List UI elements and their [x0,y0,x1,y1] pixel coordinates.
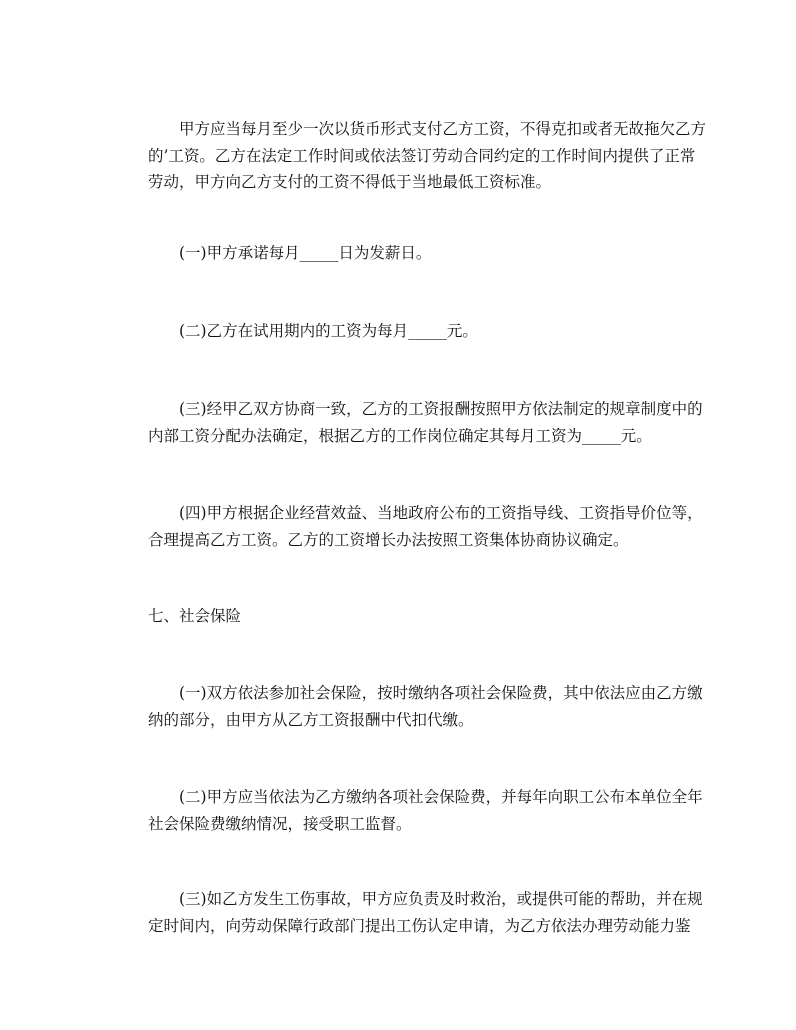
text-line: (三)经甲乙双方协商一致，乙方的工资报酬按照甲方依法制定的规章制度中的 [179,400,703,418]
text-line: 合理提高乙方工资。乙方的工资增长办法按照工资集体协商协议确定。 [148,530,629,549]
text-line: 内部工资分配办法确定，根据乙方的工作岗位确定其每月工资为_____元。 [148,426,652,445]
paragraph-wage-increase [117,500,703,553]
text-line: (二)甲方应当依法为乙方缴纳各项社会保险费，并每年向职工公布本单位全年 [179,788,703,806]
paragraph-insurance-1 [117,680,703,733]
text-line: 社会保险费缴纳情况，接受职工监督。 [148,814,412,833]
text-line: (一)双方依法参加社会保险，按时缴纳各项社会保险费，其中依法应由乙方缴 [179,684,703,702]
text-line: (三)如乙方发生工伤事故，甲方应负责及时救治，或提供可能的帮助，并在规 [179,890,703,908]
text-line: 纳的部分，由甲方从乙方工资报酬中代扣代缴。 [148,710,474,729]
text-line: (一)甲方承诺每月_____日为发薪日。 [179,244,432,262]
text-line: 的’工资。乙方在法定工作时间或依法签订劳动合同约定的工作时间内提供了正常 [148,146,696,165]
text-line: (二)乙方在试用期内的工资为每月_____元。 [179,322,478,340]
text-line: 定时间内，向劳动保障行政部门提出工伤认定申请，为乙方依法办理劳动能力鉴 [148,916,691,935]
paragraph-payday [117,240,677,267]
paragraph-probation-wage [117,318,677,345]
paragraph-insurance-2 [117,784,703,837]
text-line: (四)甲方根据企业经营效益、当地政府公布的工资指导线、工资指导价位等， [179,504,703,522]
text-line: 劳动，甲方向乙方支付的工资不得低于当地最低工资标准。 [148,173,552,191]
paragraph-monthly-wage [117,396,703,449]
section-heading-social-insurance: 七、社会保险 [148,607,242,625]
text-line: 甲方应当每月至少一次以货币形式支付乙方工资，不得克扣或者无故拖欠乙方 [179,120,707,138]
paragraph-insurance-3 [117,886,703,939]
paragraph-wage-payment [117,116,707,196]
